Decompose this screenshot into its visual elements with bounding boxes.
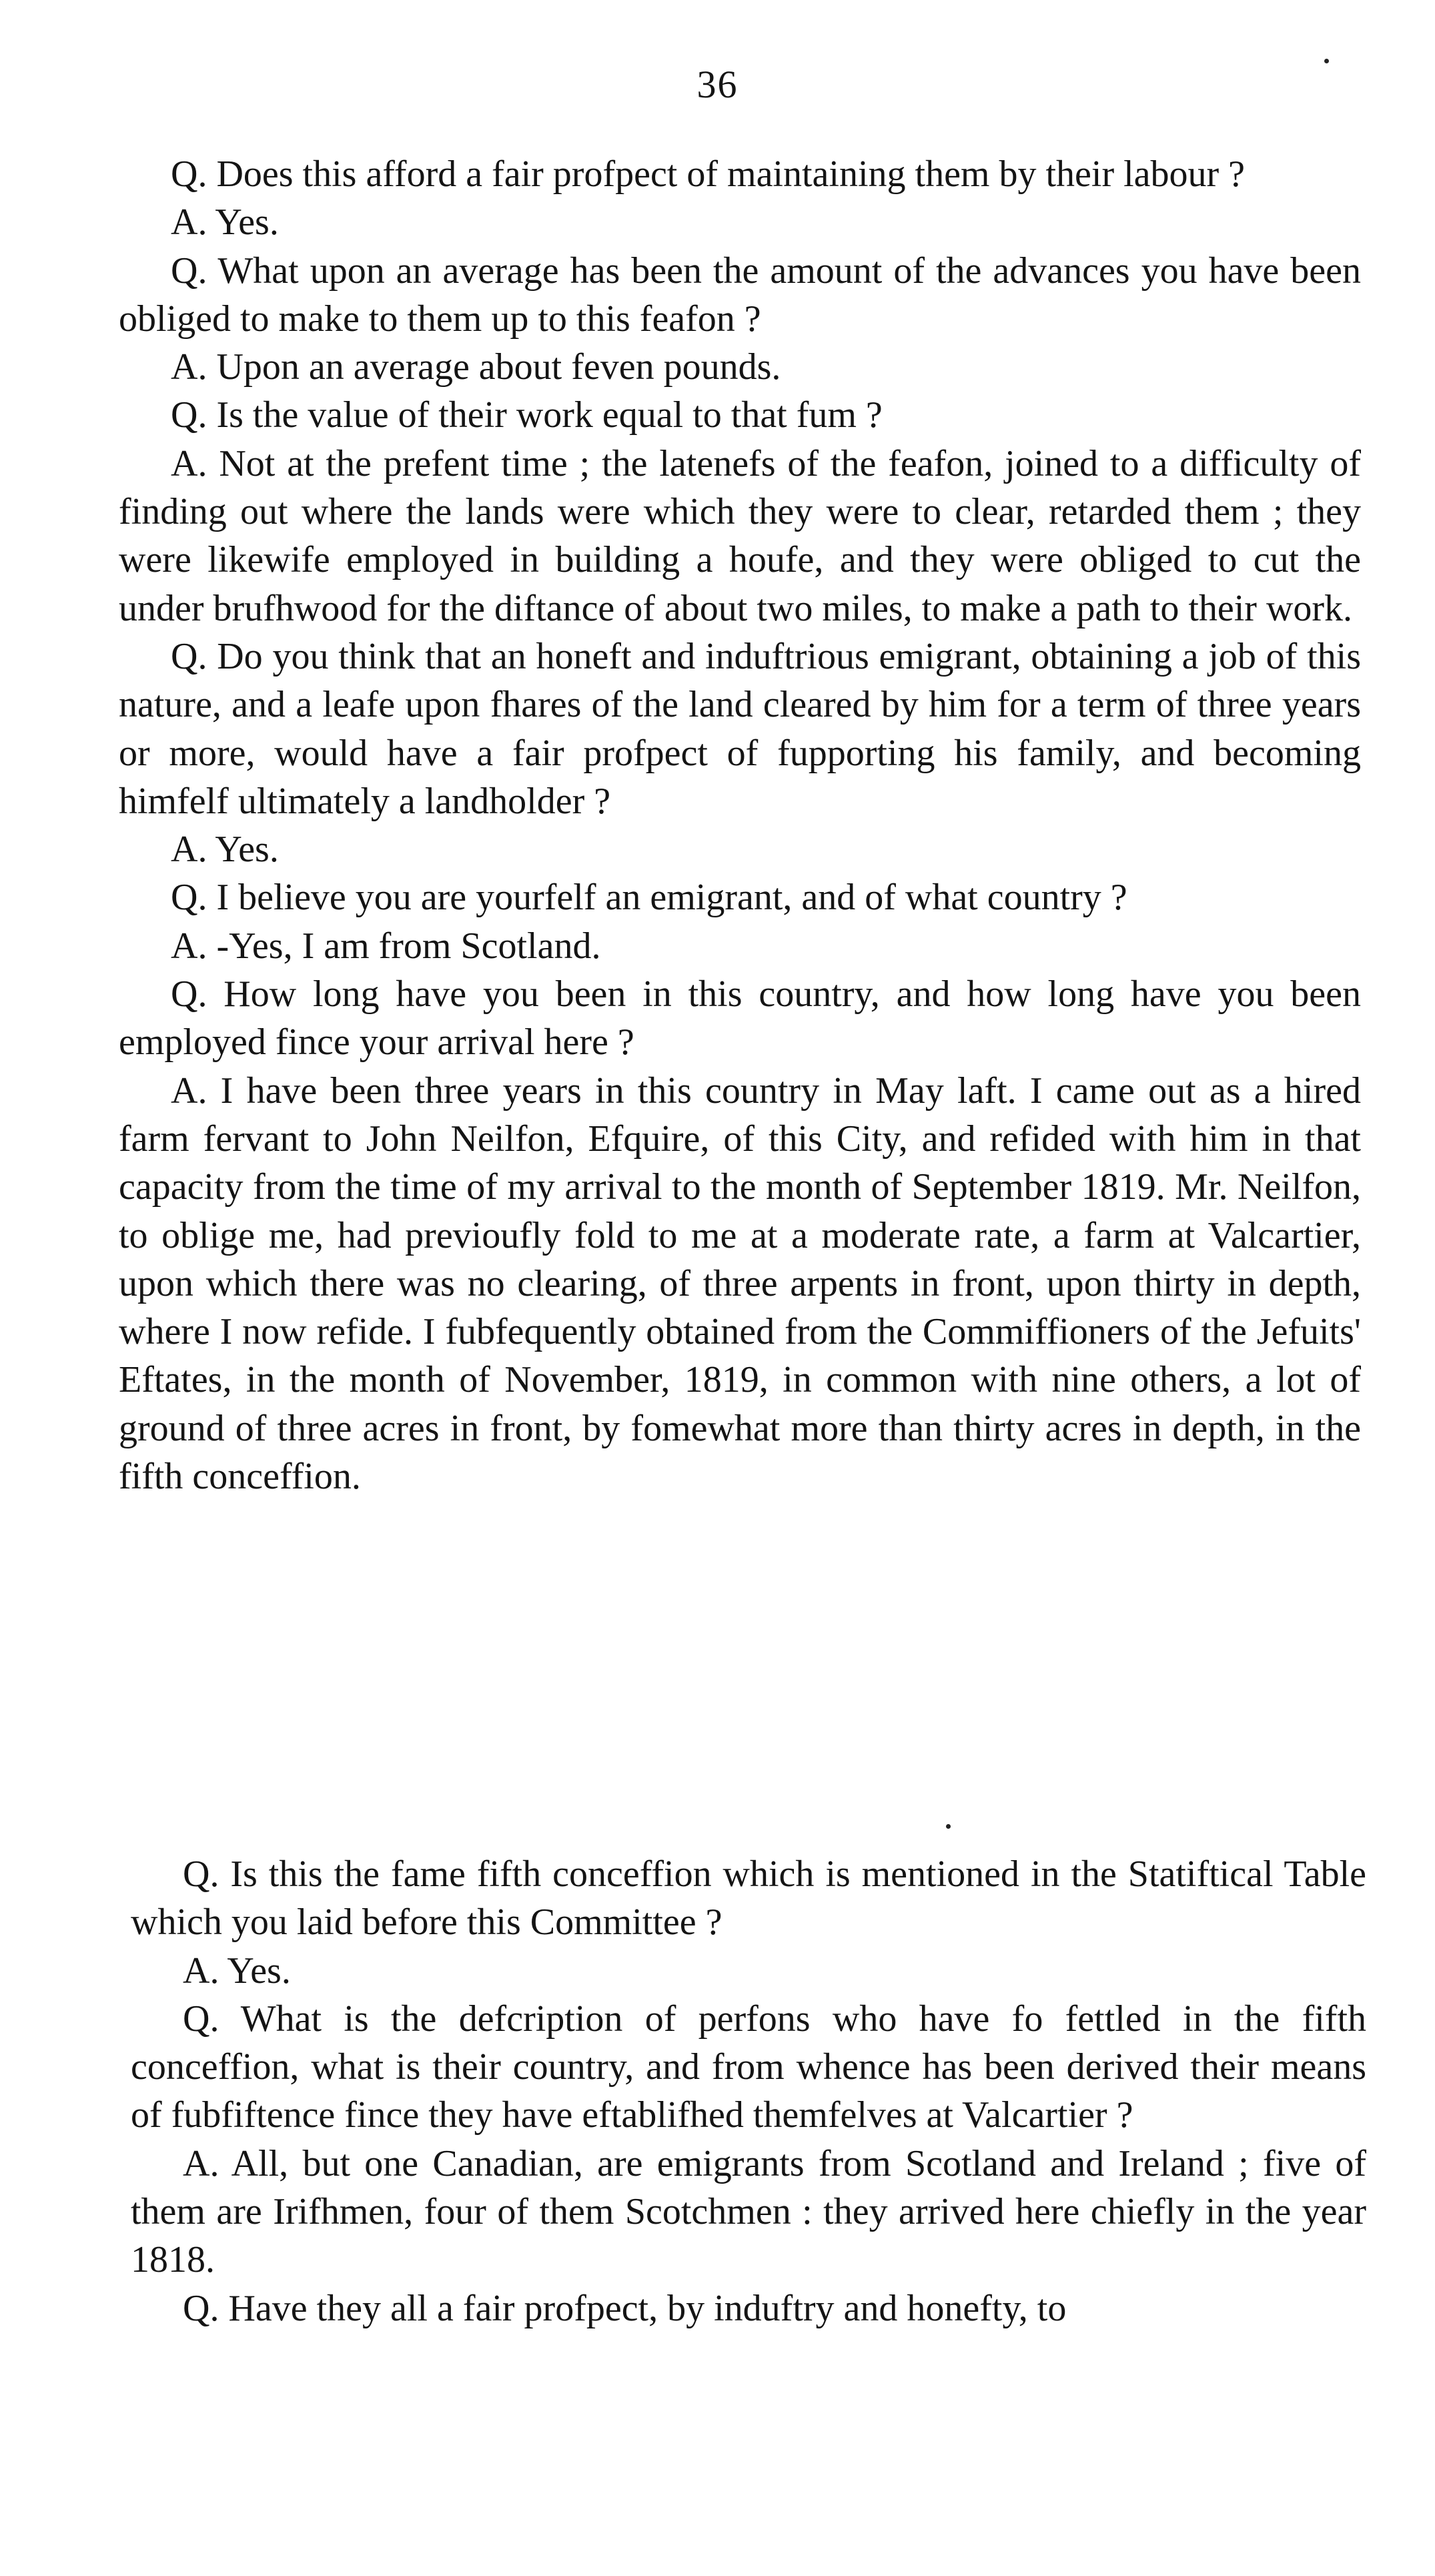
testimony-text-bottom	[131, 1850, 1366, 2332]
paragraph: Q. Have they all a fair profpect, by induftry and honefty, to	[183, 2287, 1067, 2329]
paragraph: Q. Is this the fame fifth conceffion which is mentioned in the Statiftical Table which you laid before this Committee ?	[131, 1853, 1366, 1944]
paragraph: A. -Yes, I am from Scotland.	[171, 925, 601, 967]
paragraph: A. Yes.	[183, 1950, 291, 1992]
paragraph: A. Not at the prefent time ; the latenefs of the feafon, joined to a difficulty of finding out where the lands were which they were to clear, retarded them ; they were likewife employed in building a houfe, and they were obliged to cut the under brufhwood for the diftance of about two miles, to make a path to their work.	[119, 442, 1361, 629]
paragraph: A. Yes.	[171, 201, 279, 244]
page-number: 36	[696, 63, 739, 106]
paragraph: Q. Do you think that an honeft and induftrious emigrant, obtaining a job of this nature, and a leafe upon fhares of the land cleared by him for a term of three years or more, would have a fair profpect of fupporting his family, and becoming himfelf ultimately a landholder ?	[119, 635, 1361, 822]
paragraph: Q. What is the defcription of perfons who have fo fettled in the fifth conceffion, what is their country, and from whence has been derived their means of fubfiftence fince they have eftablifhed themfelves at Valcartier ?	[131, 1998, 1366, 2136]
paragraph: Q. Does this afford a fair profpect of maintaining them by their labour ?	[171, 153, 1246, 195]
testimony-text-top	[119, 150, 1361, 1500]
paragraph: A. All, but one Canadian, are emigrants from Scotland and Ireland ; five of them are Irifhmen, four of them Scotchmen : they arrived here chiefly in the year 1818.	[131, 2142, 1366, 2281]
paragraph: Q. I believe you are yourfelf an emigrant, and of what country ?	[171, 877, 1127, 919]
ink-speck	[946, 1824, 951, 1829]
paragraph: A. I have been three years in this country in May laft. I came out as a hired farm fervant to John Neilfon, Efquire, of this City, and refided with him in that capacity from the time of my arrival to the month of September 1819. Mr. Neilfon, to oblige me, had previoufly fold to me at a moderate rate, a farm at Valcartier, upon which there was no clearing, of three arpents in front, upon thirty in depth, where I now refide. I fubfequently obtained from the Commiffioners of the Jefuits' Eftates, in the month of November, 1819, in common with nine others, a lot of ground of three acres in front, by fomewhat more than thirty acres in depth, in the fifth conceffion.	[119, 1069, 1361, 1498]
ink-speck	[1324, 59, 1329, 63]
paragraph: Q. What upon an average has been the amount of the advances you have been obliged to make to them up to this feafon ?	[119, 250, 1361, 340]
paragraph: A. Upon an average about feven pounds.	[171, 346, 781, 388]
paragraph: Q. How long have you been in this country, and how long have you been employed fince your arrival here ?	[119, 973, 1361, 1063]
paragraph: A. Yes.	[171, 829, 279, 871]
paragraph: Q. Is the value of their work equal to that fum ?	[171, 394, 883, 436]
